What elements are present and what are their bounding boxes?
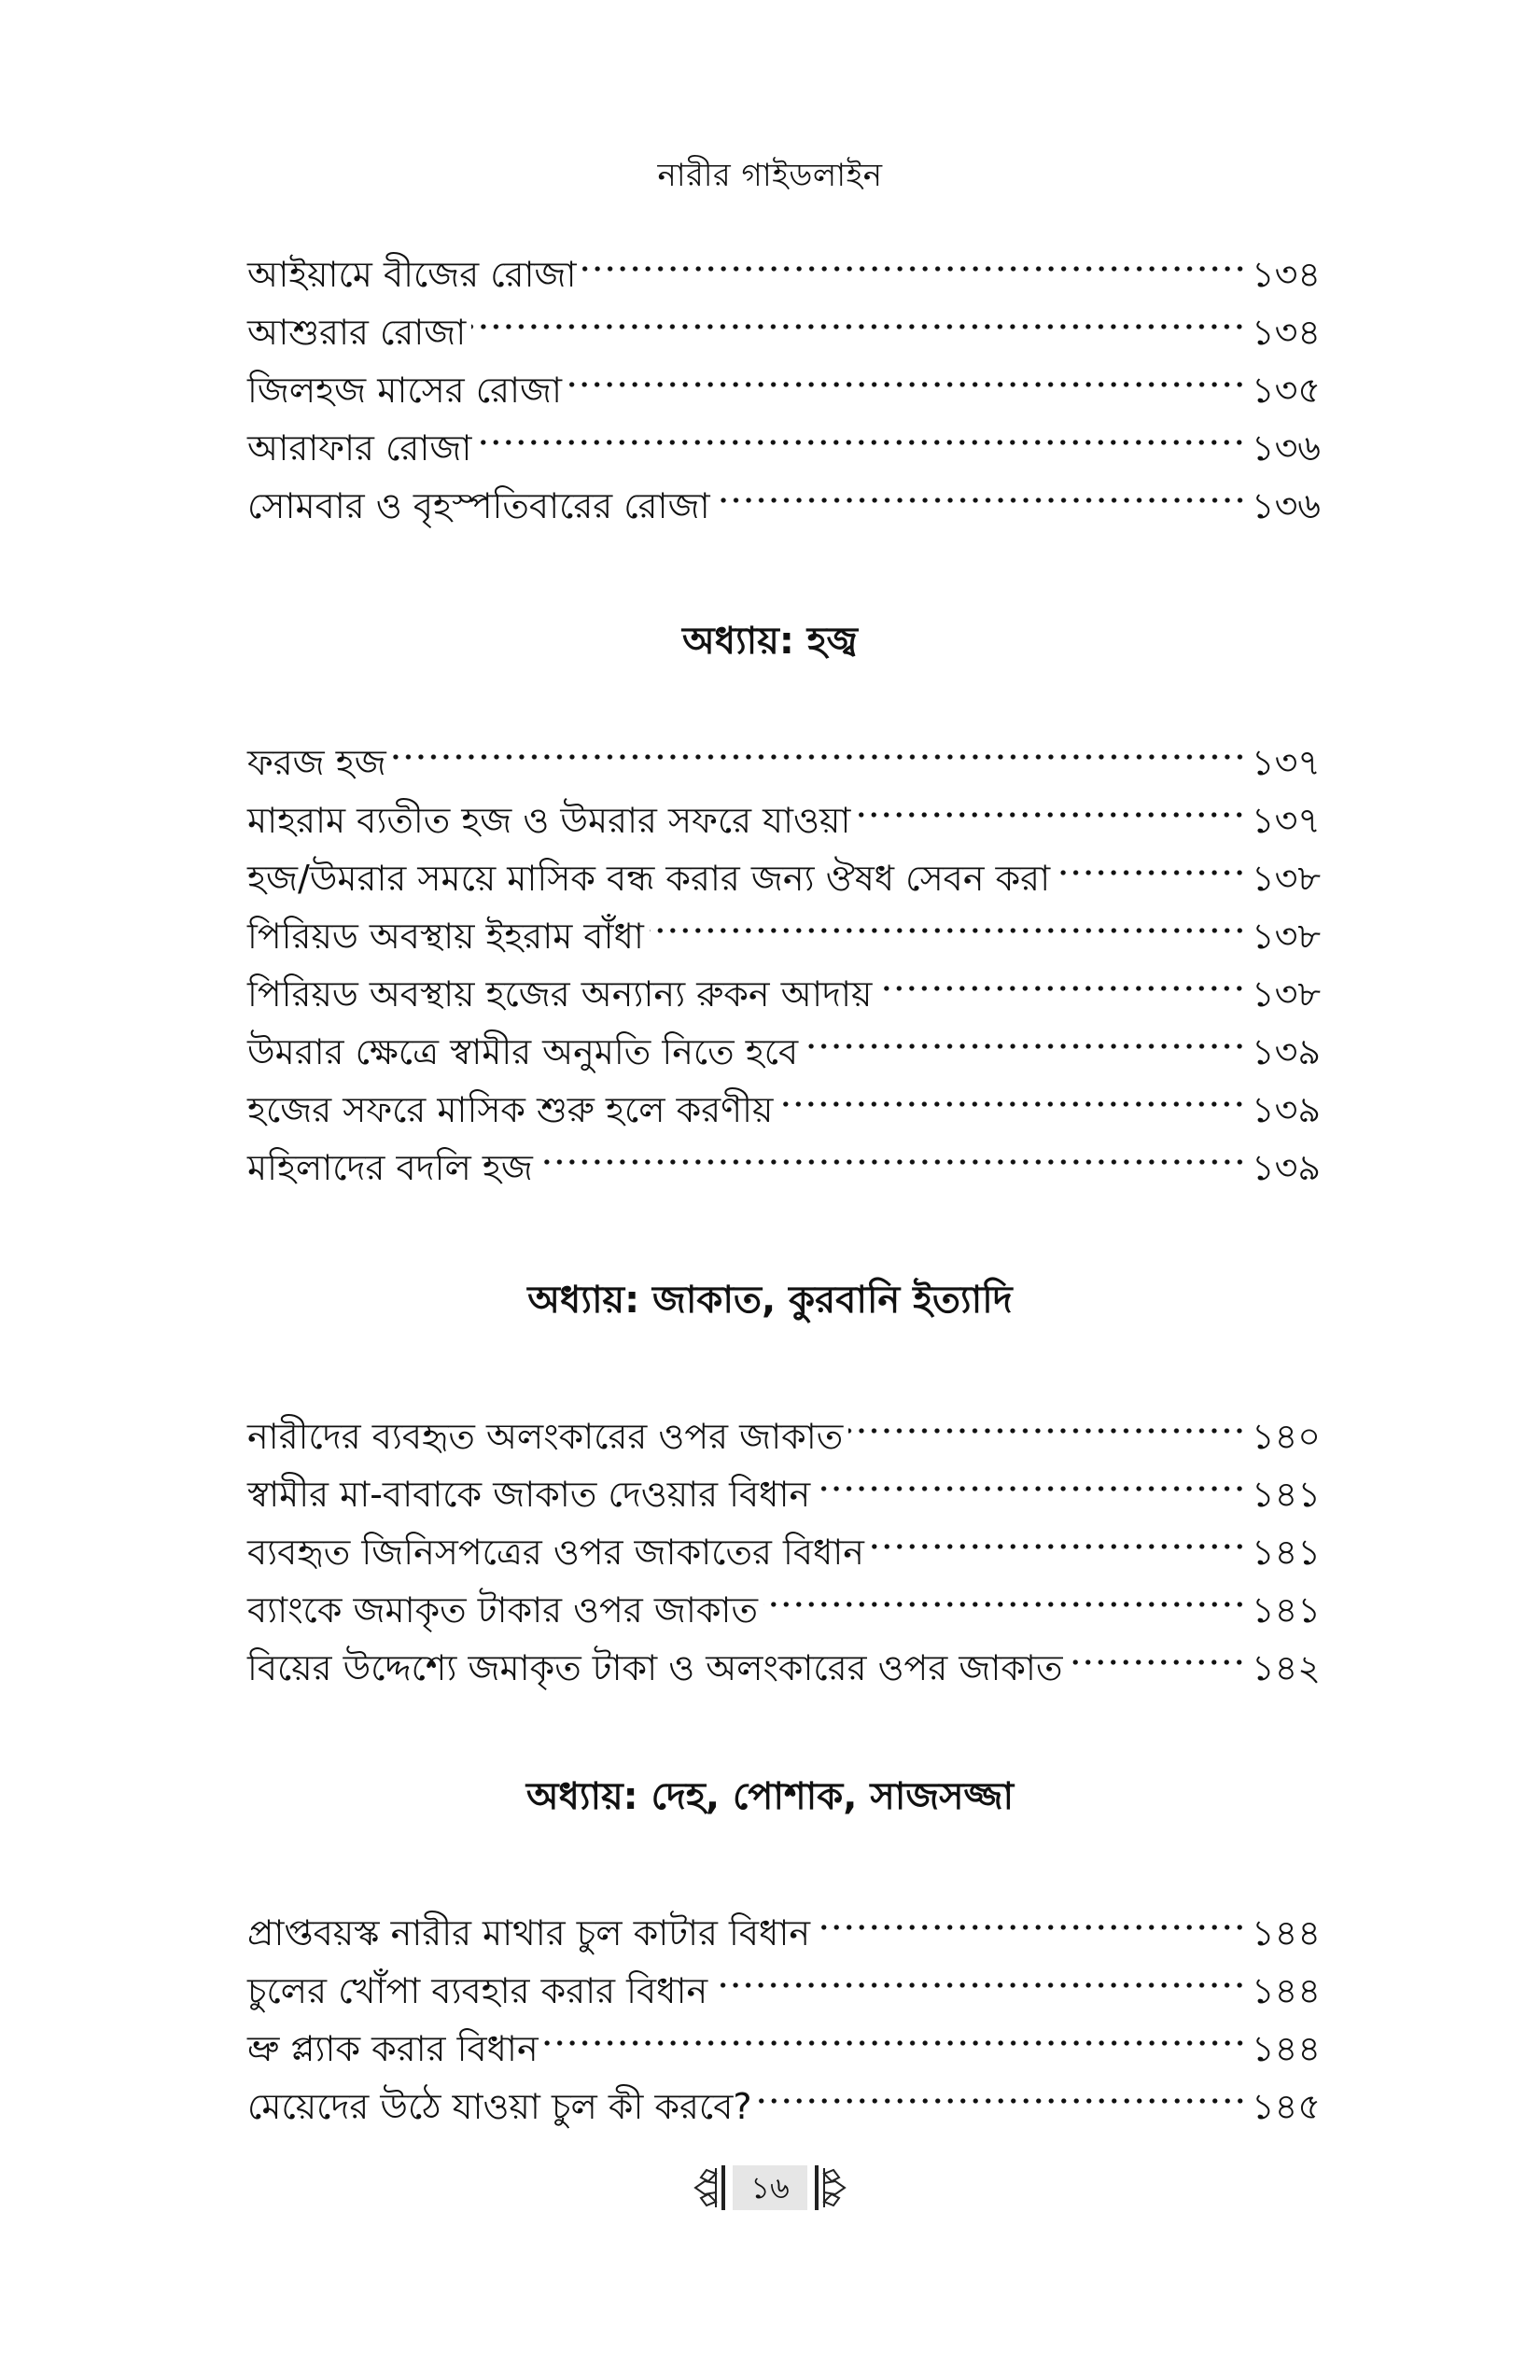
dot-leader [716, 460, 1246, 518]
chapter-heading-hajj: অধ্যায়: হজ্ব [682, 620, 858, 663]
toc-entry-page: ১৪১ [1252, 1589, 1321, 1631]
dot-leader [816, 1449, 1246, 1506]
toc-entry-page: ১৪০ [1251, 1416, 1321, 1457]
toc-entry-title: স্বামীর মা-বাবাকে জাকাত দেওয়ার বিধান [247, 1474, 811, 1515]
toc-entry-title: মাহরাম ব্যতীত হজ ও উমরার সফরে যাওয়া [247, 800, 851, 841]
dot-leader [816, 1887, 1246, 1945]
toc-entry-title: জিলহজ মাসের রোজা [247, 370, 563, 411]
toc-entry-title: চুলের খোঁপা ব্যবহার করার বিধান [247, 1970, 708, 2011]
toc-entry-title: ভ্রু প্ল্যাক করার বিধান [247, 2028, 539, 2069]
dot-leader [804, 1006, 1246, 1064]
toc-entry-page: ১৪২ [1251, 1647, 1321, 1688]
toc-entry-title: মহিলাদের বদলি হজ [247, 1147, 533, 1188]
toc-section-hajj [247, 717, 1321, 1188]
toc-section-fasting-continued [247, 229, 1321, 526]
toc-entry[interactable] [247, 1391, 1321, 1457]
toc-entry-title: সোমবার ও বৃহস্পতিবারের রোজা [247, 485, 710, 526]
toc-entry-page: ১৩৮ [1251, 916, 1321, 957]
dot-leader [567, 344, 1246, 402]
page-folio [691, 2163, 849, 2212]
toc-entry-title: উমরার ক্ষেত্রে স্বামীর অনুমতি নিতে হবে [247, 1031, 799, 1072]
dot-leader [1056, 833, 1246, 890]
toc-entry-page: ১৪১ [1252, 1532, 1321, 1573]
toc-entry-title: পিরিয়ড অবস্থায় ইহরাম বাঁধা [247, 916, 644, 957]
dot-leader [758, 2061, 1246, 2119]
toc-entry-page: ১৩৯ [1251, 1147, 1321, 1188]
toc-entry-title: আইয়ামে বীজের রোজা [247, 254, 577, 295]
running-header: নারীর গাইডলাইন [657, 157, 883, 194]
folio-divider [815, 2165, 819, 2210]
toc-entry-title: পিরিয়ড অবস্থায় হজের অন্যান্য রুকন আদায় [247, 973, 873, 1015]
toc-entry-page: ১৩৮ [1251, 858, 1321, 899]
dot-leader [856, 775, 1245, 833]
toc-entry[interactable] [247, 775, 1321, 841]
toc-entry-page: ১৩৪ [1251, 254, 1321, 295]
toc-entry-page: ১৩৬ [1251, 485, 1321, 526]
dot-leader [582, 229, 1246, 287]
toc-entry-title: বিয়ের উদ্দেশ্যে জমাকৃত টাকা ও অলংকারের ওপর জাকাত [247, 1647, 1063, 1688]
dot-leader [713, 1945, 1246, 2003]
toc-entry[interactable] [247, 717, 1321, 783]
dot-leader [1068, 1622, 1246, 1680]
toc-section-zakat [247, 1391, 1321, 1688]
toc-entry-page: ১৩৫ [1251, 370, 1321, 411]
page-number: ১৬ [733, 2165, 807, 2210]
dot-leader [650, 890, 1246, 948]
toc-entry[interactable] [247, 1887, 1321, 1953]
toc-entry-page: ১৪৪ [1252, 2028, 1321, 2069]
flower-ornament-icon [692, 2164, 718, 2211]
toc-entry-page: ১৪৪ [1252, 1970, 1321, 2011]
toc-entry-title: ব্যাংকে জমাকৃত টাকার ওপর জাকাত [247, 1589, 758, 1631]
chapter-heading-body-clothing: অধ্যায়: দেহ, পোশাক, সাজসজ্জা [525, 1775, 1015, 1818]
toc-entry-page: ১৪৪ [1252, 1912, 1321, 1953]
toc-entry-title: হজ/উমরার সময়ে মাসিক বন্ধ করার জন্য ঔষধ সেবন করা [247, 858, 1051, 899]
folio-divider [721, 2165, 725, 2210]
dot-leader [539, 1122, 1246, 1180]
toc-entry-page: ১৩৭ [1251, 742, 1321, 783]
flower-ornament-icon [822, 2164, 848, 2211]
dot-leader [763, 1564, 1246, 1622]
dot-leader [477, 402, 1246, 460]
dot-leader [544, 2003, 1246, 2061]
toc-entry-page: ১৩৪ [1251, 312, 1321, 353]
toc-entry-title: ব্যবহৃত জিনিসপত্রের ওপর জাকাতের বিধান [247, 1532, 864, 1573]
toc-entry-page: ১৩৯ [1251, 1089, 1321, 1130]
toc-entry-page: ১৩৭ [1251, 800, 1321, 841]
toc-entry-page: ১৩৬ [1251, 427, 1321, 469]
toc-entry-title: নারীদের ব্যবহৃত অলংকারের ওপর জাকাত [247, 1416, 844, 1457]
toc-entry-title: ফরজ হজ [247, 742, 386, 783]
dot-leader [392, 717, 1246, 775]
dot-leader [870, 1506, 1246, 1564]
dot-leader [848, 1391, 1246, 1449]
dot-leader [778, 1064, 1246, 1122]
toc-entry-title: আরাফার রোজা [247, 427, 472, 469]
toc-entry-page: ১৩৯ [1251, 1031, 1321, 1072]
toc-section-body-clothing [247, 1887, 1321, 2127]
dot-leader [877, 948, 1246, 1006]
toc-entry-page: ১৩৮ [1251, 973, 1321, 1015]
toc-entry-title: হজের সফরে মাসিক শুরু হলে করণীয় [247, 1089, 774, 1130]
toc-entry-title: প্রাপ্তবয়স্ক নারীর মাথার চুল কাটার বিধান [247, 1912, 811, 1953]
toc-entry-page: ১৪১ [1252, 1474, 1321, 1515]
toc-entry-page: ১৪৫ [1252, 2086, 1321, 2127]
toc-entry[interactable] [247, 229, 1321, 295]
toc-entry-title: মেয়েদের উঠে যাওয়া চুল কী করবে? [247, 2086, 752, 2127]
toc-entry-title: আশুরার রোজা [247, 312, 467, 353]
dot-leader [471, 287, 1246, 344]
chapter-heading-zakat: অধ্যায়: জাকাত, কুরবানি ইত্যাদি [527, 1279, 1013, 1322]
